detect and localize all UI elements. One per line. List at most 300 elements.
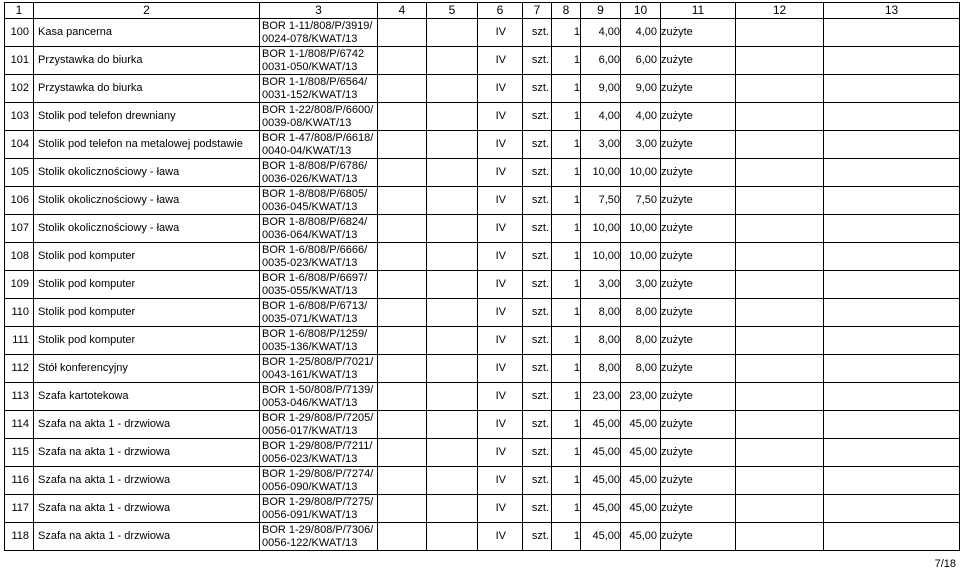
empty-cell bbox=[427, 47, 478, 75]
status: zużyte bbox=[661, 243, 736, 271]
row-number: 103 bbox=[5, 103, 34, 131]
category: IV bbox=[478, 383, 523, 411]
inventory-code bbox=[260, 495, 378, 523]
inventory-code-line-1: BOR 1-29/808/P/7306/ bbox=[262, 523, 374, 536]
column-header: 8 bbox=[552, 3, 581, 19]
unit-price: 45,00 bbox=[581, 467, 621, 495]
status: zużyte bbox=[661, 411, 736, 439]
inventory-code bbox=[260, 411, 378, 439]
quantity: 1 bbox=[552, 159, 581, 187]
empty-cell bbox=[378, 47, 427, 75]
empty-cell bbox=[736, 467, 824, 495]
total-value: 45,00 bbox=[621, 495, 661, 523]
category: IV bbox=[478, 467, 523, 495]
item-name: Przystawka do biurka bbox=[34, 47, 260, 75]
row-number: 102 bbox=[5, 75, 34, 103]
total-value: 10,00 bbox=[621, 243, 661, 271]
table-row bbox=[5, 495, 960, 523]
column-header: 4 bbox=[378, 3, 427, 19]
item-name: Stolik okolicznościowy - ława bbox=[34, 187, 260, 215]
unit-price: 3,00 bbox=[581, 131, 621, 159]
unit-price: 3,00 bbox=[581, 271, 621, 299]
empty-cell bbox=[378, 19, 427, 47]
inventory-code-line-1: BOR 1-6/808/P/1259/ bbox=[262, 327, 368, 340]
item-name: Szafa kartotekowa bbox=[34, 383, 260, 411]
category: IV bbox=[478, 495, 523, 523]
empty-cell bbox=[427, 215, 478, 243]
category: IV bbox=[478, 243, 523, 271]
column-header: 12 bbox=[736, 3, 824, 19]
inventory-code-line-2: 0056-091/KWAT/13 bbox=[262, 508, 358, 521]
inventory-code-line-1: BOR 1-47/808/P/6618/ bbox=[262, 131, 374, 144]
inventory-code-line-2: 0024-078/KWAT/13 bbox=[262, 32, 358, 45]
empty-cell bbox=[736, 383, 824, 411]
empty-cell bbox=[824, 159, 960, 187]
empty-cell bbox=[378, 187, 427, 215]
unit-price: 45,00 bbox=[581, 495, 621, 523]
category: IV bbox=[478, 187, 523, 215]
unit: szt. bbox=[523, 411, 552, 439]
empty-cell bbox=[736, 187, 824, 215]
unit: szt. bbox=[523, 75, 552, 103]
inventory-code bbox=[260, 47, 378, 75]
item-name: Szafa na akta 1 - drzwiowa bbox=[34, 439, 260, 467]
inventory-code-line-2: 0043-161/KWAT/13 bbox=[262, 368, 358, 381]
empty-cell bbox=[427, 75, 478, 103]
item-name: Stolik pod komputer bbox=[34, 327, 260, 355]
total-value: 7,50 bbox=[621, 187, 661, 215]
row-number: 116 bbox=[5, 467, 34, 495]
unit: szt. bbox=[523, 243, 552, 271]
row-number: 117 bbox=[5, 495, 34, 523]
inventory-code-line-1: BOR 1-29/808/P/7205/ bbox=[262, 411, 374, 424]
unit: szt. bbox=[523, 299, 552, 327]
category: IV bbox=[478, 411, 523, 439]
unit: szt. bbox=[523, 131, 552, 159]
empty-cell bbox=[378, 467, 427, 495]
total-value: 9,00 bbox=[621, 75, 661, 103]
unit: szt. bbox=[523, 159, 552, 187]
empty-cell bbox=[427, 355, 478, 383]
table-row bbox=[5, 131, 960, 159]
empty-cell bbox=[378, 243, 427, 271]
unit-price: 4,00 bbox=[581, 103, 621, 131]
table-row bbox=[5, 103, 960, 131]
unit-price: 45,00 bbox=[581, 411, 621, 439]
row-number: 114 bbox=[5, 411, 34, 439]
column-header: 13 bbox=[824, 3, 960, 19]
column-header: 1 bbox=[5, 3, 34, 19]
inventory-code-line-1: BOR 1-25/808/P/7021/ bbox=[262, 355, 374, 368]
empty-cell bbox=[378, 299, 427, 327]
empty-cell bbox=[378, 131, 427, 159]
inventory-code-line-1: BOR 1-29/808/P/7275/ bbox=[262, 495, 374, 508]
total-value: 8,00 bbox=[621, 299, 661, 327]
empty-cell bbox=[378, 355, 427, 383]
unit: szt. bbox=[523, 355, 552, 383]
item-name: Stolik okolicznościowy - ława bbox=[34, 159, 260, 187]
quantity: 1 bbox=[552, 495, 581, 523]
inventory-code-line-2: 0056-017/KWAT/13 bbox=[262, 424, 358, 437]
inventory-code bbox=[260, 439, 378, 467]
inventory-code-line-2: 0056-023/KWAT/13 bbox=[262, 452, 358, 465]
empty-cell bbox=[427, 439, 478, 467]
inventory-code-line-2: 0036-026/KWAT/13 bbox=[262, 172, 358, 185]
empty-cell bbox=[378, 523, 427, 551]
unit-price: 10,00 bbox=[581, 243, 621, 271]
item-name: Stół konferencyjny bbox=[34, 355, 260, 383]
inventory-code-line-1: BOR 1-8/808/P/6824/ bbox=[262, 215, 368, 228]
category: IV bbox=[478, 103, 523, 131]
empty-cell bbox=[824, 495, 960, 523]
status: zużyte bbox=[661, 439, 736, 467]
row-number: 110 bbox=[5, 299, 34, 327]
inventory-code bbox=[260, 383, 378, 411]
table-row bbox=[5, 215, 960, 243]
status: zużyte bbox=[661, 159, 736, 187]
empty-cell bbox=[736, 103, 824, 131]
unit-price: 7,50 bbox=[581, 187, 621, 215]
unit: szt. bbox=[523, 47, 552, 75]
status: zużyte bbox=[661, 355, 736, 383]
empty-cell bbox=[824, 411, 960, 439]
inventory-code-line-2: 0035-023/KWAT/13 bbox=[262, 256, 358, 269]
empty-cell bbox=[824, 327, 960, 355]
unit-price: 45,00 bbox=[581, 523, 621, 551]
empty-cell bbox=[427, 383, 478, 411]
status: zużyte bbox=[661, 299, 736, 327]
category: IV bbox=[478, 299, 523, 327]
inventory-code-line-1: BOR 1-8/808/P/6786/ bbox=[262, 159, 368, 172]
quantity: 1 bbox=[552, 187, 581, 215]
unit: szt. bbox=[523, 19, 552, 47]
item-name: Stolik okolicznościowy - ława bbox=[34, 215, 260, 243]
inventory-code bbox=[260, 327, 378, 355]
status: zużyte bbox=[661, 187, 736, 215]
status: zużyte bbox=[661, 215, 736, 243]
inventory-code-line-2: 0056-122/KWAT/13 bbox=[262, 536, 358, 549]
inventory-code-line-1: BOR 1-6/808/P/6697/ bbox=[262, 271, 368, 284]
inventory-table bbox=[4, 2, 960, 551]
empty-cell bbox=[824, 187, 960, 215]
unit: szt. bbox=[523, 187, 552, 215]
total-value: 8,00 bbox=[621, 355, 661, 383]
table-row bbox=[5, 299, 960, 327]
item-name: Stolik pod telefon drewniany bbox=[34, 103, 260, 131]
inventory-code bbox=[260, 103, 378, 131]
status: zużyte bbox=[661, 383, 736, 411]
inventory-code-line-2: 0056-090/KWAT/13 bbox=[262, 480, 358, 493]
unit: szt. bbox=[523, 383, 552, 411]
table-row bbox=[5, 187, 960, 215]
empty-cell bbox=[427, 327, 478, 355]
empty-cell bbox=[824, 439, 960, 467]
table-row bbox=[5, 271, 960, 299]
empty-cell bbox=[824, 383, 960, 411]
inventory-code-line-2: 0035-071/KWAT/13 bbox=[262, 312, 358, 325]
empty-cell bbox=[824, 271, 960, 299]
table-row bbox=[5, 439, 960, 467]
total-value: 23,00 bbox=[621, 383, 661, 411]
total-value: 3,00 bbox=[621, 131, 661, 159]
inventory-code bbox=[260, 19, 378, 47]
empty-cell bbox=[824, 103, 960, 131]
inventory-code bbox=[260, 467, 378, 495]
empty-cell bbox=[736, 159, 824, 187]
table-row bbox=[5, 411, 960, 439]
empty-cell bbox=[427, 271, 478, 299]
empty-cell bbox=[427, 187, 478, 215]
empty-cell bbox=[378, 439, 427, 467]
empty-cell bbox=[736, 495, 824, 523]
empty-cell bbox=[378, 411, 427, 439]
table-row bbox=[5, 75, 960, 103]
empty-cell bbox=[824, 523, 960, 551]
unit: szt. bbox=[523, 103, 552, 131]
unit: szt. bbox=[523, 495, 552, 523]
empty-cell bbox=[427, 523, 478, 551]
row-number: 113 bbox=[5, 383, 34, 411]
empty-cell bbox=[824, 75, 960, 103]
status: zużyte bbox=[661, 271, 736, 299]
unit-price: 6,00 bbox=[581, 47, 621, 75]
table-row bbox=[5, 159, 960, 187]
column-header: 11 bbox=[661, 3, 736, 19]
empty-cell bbox=[736, 355, 824, 383]
inventory-code-line-2: 0035-055/KWAT/13 bbox=[262, 284, 358, 297]
total-value: 6,00 bbox=[621, 47, 661, 75]
unit: szt. bbox=[523, 439, 552, 467]
empty-cell bbox=[378, 383, 427, 411]
row-number: 118 bbox=[5, 523, 34, 551]
row-number: 105 bbox=[5, 159, 34, 187]
inventory-code bbox=[260, 131, 378, 159]
total-value: 4,00 bbox=[621, 19, 661, 47]
unit-price: 23,00 bbox=[581, 383, 621, 411]
empty-cell bbox=[824, 47, 960, 75]
empty-cell bbox=[378, 495, 427, 523]
total-value: 45,00 bbox=[621, 467, 661, 495]
quantity: 1 bbox=[552, 47, 581, 75]
category: IV bbox=[478, 47, 523, 75]
category: IV bbox=[478, 131, 523, 159]
row-number: 106 bbox=[5, 187, 34, 215]
empty-cell bbox=[427, 243, 478, 271]
inventory-code-line-2: 0039-08/KWAT/13 bbox=[262, 116, 352, 129]
unit: szt. bbox=[523, 327, 552, 355]
empty-cell bbox=[427, 159, 478, 187]
inventory-code bbox=[260, 75, 378, 103]
empty-cell bbox=[736, 271, 824, 299]
empty-cell bbox=[824, 19, 960, 47]
empty-cell bbox=[824, 131, 960, 159]
unit-price: 45,00 bbox=[581, 439, 621, 467]
empty-cell bbox=[736, 75, 824, 103]
status: zużyte bbox=[661, 327, 736, 355]
inventory-code-line-1: BOR 1-11/808/P/3919/ bbox=[262, 19, 373, 32]
inventory-code bbox=[260, 271, 378, 299]
empty-cell bbox=[427, 103, 478, 131]
column-header: 9 bbox=[581, 3, 621, 19]
inventory-code-line-1: BOR 1-6/808/P/6666/ bbox=[262, 243, 368, 256]
inventory-code-line-2: 0031-050/KWAT/13 bbox=[262, 60, 358, 73]
empty-cell bbox=[736, 439, 824, 467]
empty-cell bbox=[378, 215, 427, 243]
category: IV bbox=[478, 355, 523, 383]
empty-cell bbox=[427, 411, 478, 439]
inventory-code-line-2: 0031-152/KWAT/13 bbox=[262, 88, 358, 101]
unit: szt. bbox=[523, 271, 552, 299]
empty-cell bbox=[736, 131, 824, 159]
item-name: Przystawka do biurka bbox=[34, 75, 260, 103]
quantity: 1 bbox=[552, 271, 581, 299]
unit: szt. bbox=[523, 215, 552, 243]
quantity: 1 bbox=[552, 327, 581, 355]
row-number: 115 bbox=[5, 439, 34, 467]
row-number: 101 bbox=[5, 47, 34, 75]
inventory-code-line-1: BOR 1-1/808/P/6742 bbox=[262, 47, 365, 60]
quantity: 1 bbox=[552, 243, 581, 271]
quantity: 1 bbox=[552, 523, 581, 551]
table-row bbox=[5, 327, 960, 355]
row-number: 104 bbox=[5, 131, 34, 159]
table-row bbox=[5, 355, 960, 383]
row-number: 111 bbox=[5, 327, 34, 355]
column-header: 3 bbox=[260, 3, 378, 19]
item-name: Szafa na akta 1 - drzwiowa bbox=[34, 523, 260, 551]
header-row bbox=[5, 3, 960, 19]
status: zużyte bbox=[661, 47, 736, 75]
row-number: 100 bbox=[5, 19, 34, 47]
unit-price: 8,00 bbox=[581, 327, 621, 355]
inventory-code-line-2: 0036-064/KWAT/13 bbox=[262, 228, 358, 241]
empty-cell bbox=[736, 411, 824, 439]
inventory-code-line-1: BOR 1-50/808/P/7139/ bbox=[262, 383, 374, 396]
empty-cell bbox=[427, 131, 478, 159]
status: zużyte bbox=[661, 131, 736, 159]
inventory-code bbox=[260, 243, 378, 271]
empty-cell bbox=[736, 215, 824, 243]
unit-price: 9,00 bbox=[581, 75, 621, 103]
empty-cell bbox=[427, 495, 478, 523]
empty-cell bbox=[824, 215, 960, 243]
inventory-code-line-1: BOR 1-29/808/P/7211/ bbox=[262, 439, 373, 452]
empty-cell bbox=[736, 523, 824, 551]
table-row bbox=[5, 523, 960, 551]
inventory-code bbox=[260, 215, 378, 243]
category: IV bbox=[478, 75, 523, 103]
quantity: 1 bbox=[552, 131, 581, 159]
inventory-code-line-1: BOR 1-1/808/P/6564/ bbox=[262, 75, 368, 88]
category: IV bbox=[478, 19, 523, 47]
total-value: 45,00 bbox=[621, 523, 661, 551]
quantity: 1 bbox=[552, 103, 581, 131]
quantity: 1 bbox=[552, 467, 581, 495]
row-number: 108 bbox=[5, 243, 34, 271]
unit-price: 4,00 bbox=[581, 19, 621, 47]
quantity: 1 bbox=[552, 299, 581, 327]
category: IV bbox=[478, 439, 523, 467]
item-name: Stolik pod komputer bbox=[34, 243, 260, 271]
item-name: Szafa na akta 1 - drzwiowa bbox=[34, 495, 260, 523]
item-name: Szafa na akta 1 - drzwiowa bbox=[34, 467, 260, 495]
status: zużyte bbox=[661, 467, 736, 495]
row-number: 112 bbox=[5, 355, 34, 383]
inventory-code-line-2: 0035-136/KWAT/13 bbox=[262, 340, 358, 353]
total-value: 8,00 bbox=[621, 327, 661, 355]
empty-cell bbox=[736, 299, 824, 327]
empty-cell bbox=[736, 19, 824, 47]
table-row bbox=[5, 243, 960, 271]
category: IV bbox=[478, 523, 523, 551]
quantity: 1 bbox=[552, 411, 581, 439]
column-header: 10 bbox=[621, 3, 661, 19]
inventory-code-line-2: 0053-046/KWAT/13 bbox=[262, 396, 358, 409]
unit: szt. bbox=[523, 523, 552, 551]
inventory-code bbox=[260, 355, 378, 383]
category: IV bbox=[478, 159, 523, 187]
inventory-code bbox=[260, 187, 378, 215]
unit-price: 10,00 bbox=[581, 215, 621, 243]
inventory-code bbox=[260, 523, 378, 551]
inventory-code bbox=[260, 299, 378, 327]
inventory-code-line-1: BOR 1-29/808/P/7274/ bbox=[262, 467, 374, 480]
empty-cell bbox=[736, 47, 824, 75]
category: IV bbox=[478, 327, 523, 355]
table-row bbox=[5, 47, 960, 75]
empty-cell bbox=[378, 271, 427, 299]
status: zużyte bbox=[661, 103, 736, 131]
quantity: 1 bbox=[552, 383, 581, 411]
status: zużyte bbox=[661, 523, 736, 551]
quantity: 1 bbox=[552, 215, 581, 243]
inventory-code-line-2: 0040-04/KWAT/13 bbox=[262, 144, 352, 157]
inventory-code bbox=[260, 159, 378, 187]
column-header: 7 bbox=[523, 3, 552, 19]
unit: szt. bbox=[523, 467, 552, 495]
table-row bbox=[5, 383, 960, 411]
quantity: 1 bbox=[552, 439, 581, 467]
column-header: 2 bbox=[34, 3, 260, 19]
unit-price: 8,00 bbox=[581, 355, 621, 383]
empty-cell bbox=[736, 327, 824, 355]
item-name: Stolik pod komputer bbox=[34, 271, 260, 299]
unit-price: 10,00 bbox=[581, 159, 621, 187]
inventory-code-line-1: BOR 1-6/808/P/6713/ bbox=[262, 299, 368, 312]
empty-cell bbox=[378, 103, 427, 131]
empty-cell bbox=[427, 19, 478, 47]
unit-price: 8,00 bbox=[581, 299, 621, 327]
empty-cell bbox=[378, 75, 427, 103]
item-name: Kasa pancerna bbox=[34, 19, 260, 47]
status: zużyte bbox=[661, 75, 736, 103]
quantity: 1 bbox=[552, 75, 581, 103]
status: zużyte bbox=[661, 19, 736, 47]
total-value: 45,00 bbox=[621, 411, 661, 439]
item-name: Stolik pod telefon na metalowej podstawie bbox=[34, 131, 260, 159]
total-value: 45,00 bbox=[621, 439, 661, 467]
quantity: 1 bbox=[552, 19, 581, 47]
empty-cell bbox=[378, 327, 427, 355]
empty-cell bbox=[824, 299, 960, 327]
total-value: 10,00 bbox=[621, 215, 661, 243]
row-number: 107 bbox=[5, 215, 34, 243]
category: IV bbox=[478, 271, 523, 299]
empty-cell bbox=[378, 159, 427, 187]
table-row bbox=[5, 19, 960, 47]
quantity: 1 bbox=[552, 355, 581, 383]
status: zużyte bbox=[661, 495, 736, 523]
